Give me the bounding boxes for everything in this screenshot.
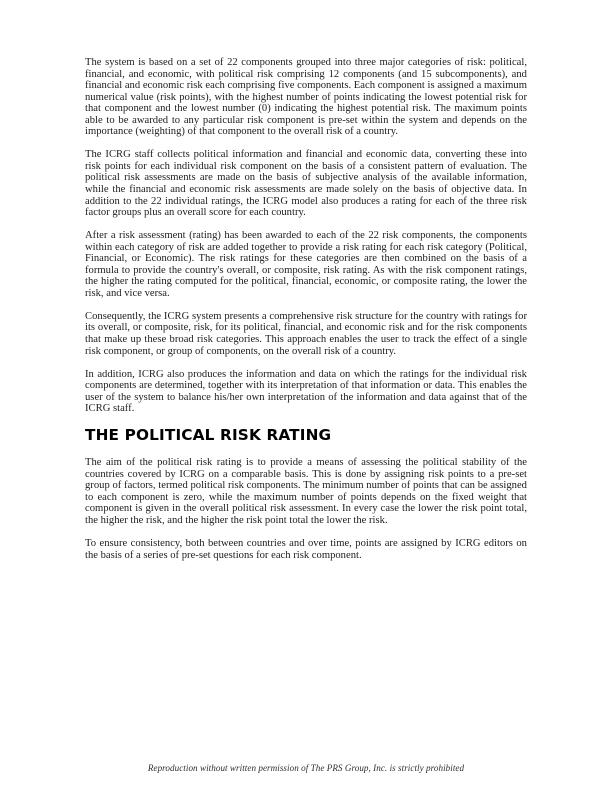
paragraph-aim-of-political-risk-rating: The aim of the political risk rating is to provide a means of assessing the political stability of the countries covered by ICRG on a comparable basis. This is done by assigning risk points to a pre-set group of factors, termed political risk components. The minimum number of points that can be assigned to each component is zero, while the maximum number of points depends on the fixed weight that component is given in the overall political risk assessment. In every case the lower the risk point total, the higher the risk, and the higher the risk point total the lower the risk. — [85, 457, 527, 526]
section-heading-political-risk-rating: THE POLITICAL RISK RATING — [85, 426, 332, 445]
paragraph-information-data: In addition, ICRG also produces the information and data on which the ratings for the individual risk components are determined, together with its interpretation of that information or data. This enables the user of the system to balance his/her own interpretation of the information and data against that of the ICRG staff. — [85, 368, 527, 415]
document-body — [85, 57, 527, 573]
paragraph-risk-assessment: After a risk assessment (rating) has been awarded to each of the 22 risk components, the components within each category of risk are added together to provide a risk rating for each risk category (Political, Financial, or Economic). The risk ratings for these categories are then combined on the basis of a formula to provide the country's overall, or composite, risk rating. As with the risk component ratings, the higher the rating computed for the political, financial, economic, or composite rating, the lower the risk, and vice versa. — [85, 230, 527, 299]
page-footer — [0, 758, 612, 776]
paragraph-system-overview: The system is based on a set of 22 components grouped into three major categories of risk: political, financial, and economic, with political risk comprising 12 components (and 15 subcomponents), and financial and economic risk each comprising five components. Each component is assigned a maximum numerical value (risk points), with the highest number of points indicating the lowest potential risk for that component and the lowest number (0) indicating the highest potential risk. The maximum points able to be awarded to any particular risk component is pre-set within the system and depends on the importance (weighting) of that component to the overall risk of a country. — [85, 57, 527, 138]
paragraph-comprehensive-structure: Consequently, the ICRG system presents a comprehensive risk structure for the country with ratings for its overall, or composite, risk, for its political, financial, and economic risk and for the risk components that make up these broad risk categories. This approach enables the user to track the effect of a single risk component, or group of components, on the overall risk of a country. — [85, 310, 527, 357]
copyright-notice: Reproduction without written permission of The PRS Group, Inc. is strictly prohibited — [147, 763, 465, 773]
paragraph-icrg-staff: The ICRG staff collects political information and financial and economic data, converting these into risk points for each individual risk component on the basis of a consistent pattern of evaluation. The political risk assessments are made on the basis of subjective analysis of the available information, while the financial and economic risk assessments are made solely on the basis of objective data. In addition to the 22 individual ratings, the ICRG model also produces a rating for each of the three risk factor groups plus an overall score for each country. — [85, 149, 527, 219]
paragraph-consistency: To ensure consistency, both between countries and over time, points are assigned by ICRG editors on the basis of a series of pre-set questions for each risk component. — [85, 538, 527, 561]
